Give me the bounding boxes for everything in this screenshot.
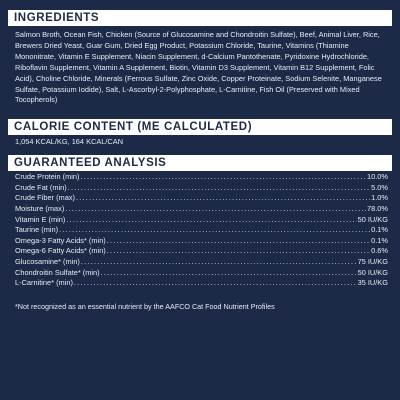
analysis-row-label: Glucosamine* (min) [15,257,80,267]
analysis-row-label: Vitamin E (min) [15,214,66,224]
leader-dots [68,183,370,194]
ingredients-list: Salmon Broth, Ocean Fish, Chicken (Source of Glucosamine and Chondroitin Sulfate), Beef, Animal Liver, Rice, Brewers Dried Yeast, Guar Gum, Dried Egg Product, Potassium Chloride, Taurine, Vitamins (Thiamine Mononitrate, Vitamin E Supplement, Niacin Supplement, d-Calcium Pantothenate, Pyridoxine Hydrochloride, Riboflavin Supplement, Vitamin A Supplement, Biotin, Vitamin D3 Supplement, Vitamin B12 Supplement, Folic Acid), Choline Chloride, Minerals (Ferrous Sulfate, Zinc Oxide, Copper Proteinate, Sodium Selenite, Manganese Sulfate, Potassium Iodide), Salt, L-Ascorbyl-2-Polyphosphate, L-Carnitine, Fish Oil (Preserved with Mixed Tocopherols) [15,30,382,105]
analysis-row [15,193,388,204]
analysis-row-label: Crude Protein (min) [15,172,80,181]
nutrition-panel [8,0,392,400]
analysis-row [15,236,388,247]
analysis-row-label: Chondroitin Sulfate* (min) [15,267,100,277]
leader-dots [65,204,366,215]
analysis-row-value: 75 IU/KG [357,257,388,267]
analysis-row-label: Taurine (min) [15,225,59,235]
analysis-row-label: Moisture (max) [15,203,65,213]
analysis-row-value: 0.6% [371,246,388,256]
analysis-row-value: 78.0% [367,203,388,213]
analysis-row-label: Crude Fat (min) [15,182,67,192]
analysis-row [15,215,388,226]
guaranteed-analysis-table [15,172,388,289]
aafco-footnote: *Not recognized as an essential nutrient by the AAFCO Cat Food Nutrient Profiles [15,302,275,311]
analysis-row-value: 1.0% [371,193,388,203]
analysis-row [15,225,388,236]
analysis-row-value: 35 IU/KG [357,278,388,288]
leader-dots [101,268,357,279]
analysis-row-value: 10.0% [367,172,388,181]
analysis-row-value: 5.0% [371,182,388,192]
analysis-row [15,268,388,279]
analysis-row-label: Omega-6 Fatty Acids* (min) [15,246,106,256]
leader-dots [107,246,370,257]
analysis-row-value: 50 IU/KG [357,214,388,224]
analysis-row [15,172,388,183]
leader-dots [81,257,357,268]
analysis-row-label: Omega-3 Fatty Acids* (min) [15,235,106,245]
leader-dots [74,278,357,289]
analysis-row-value: 50 IU/KG [357,267,388,277]
analysis-row-label: Crude Fiber (max) [15,193,75,203]
leader-dots [59,225,370,236]
analysis-row [15,246,388,257]
guaranteed-analysis-heading: GUARANTEED ANALYSIS [8,155,392,171]
analysis-row-value: 0.1% [371,225,388,235]
analysis-row-value: 0.1% [371,235,388,245]
analysis-row [15,257,388,268]
analysis-row [15,278,388,289]
calorie-content-value: 1,054 KCAL/KG, 164 KCAL/CAN [15,137,124,146]
leader-dots [107,236,370,247]
analysis-row [15,183,388,194]
ingredients-heading: INGREDIENTS [8,10,392,26]
leader-dots [66,215,356,226]
leader-dots [76,193,370,204]
analysis-row-label: L-Carnitine* (min) [15,278,73,288]
analysis-row [15,204,388,215]
leader-dots [80,172,366,183]
calorie-content-heading: CALORIE CONTENT (ME CALCULATED) [8,119,392,135]
